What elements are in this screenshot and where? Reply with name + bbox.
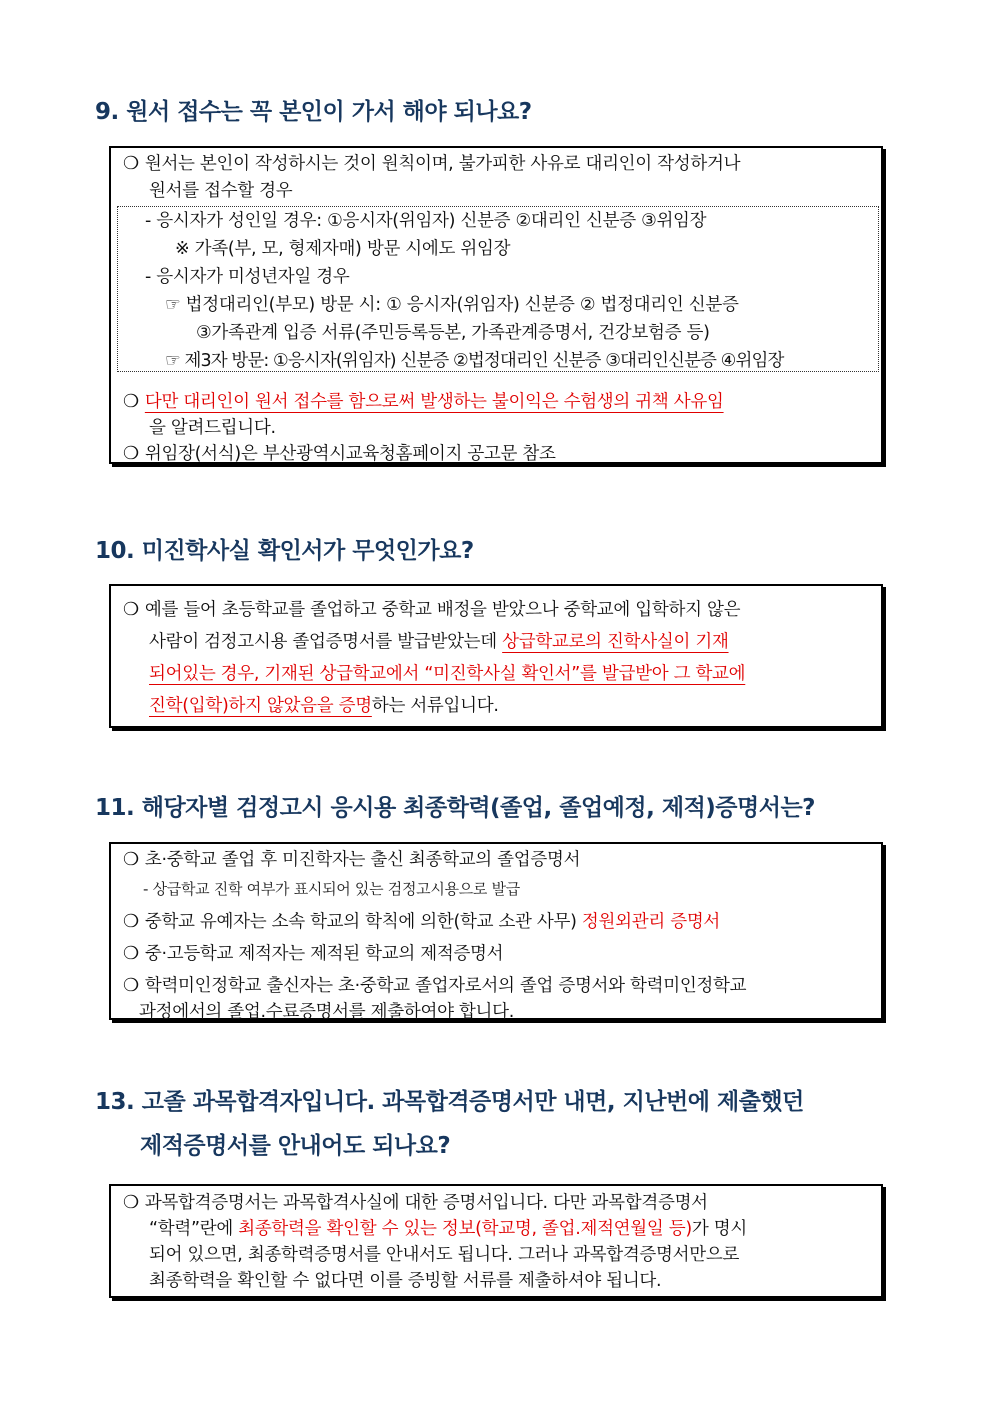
q9-intro-line-1: ❍ 원서는 본인이 작성하시는 것이 원칙이며, 불가피한 사유로 대리인이 작성하거나 bbox=[123, 153, 741, 174]
q13-line-4: 최종학력을 확인할 수 없다면 이를 증빙할 서류를 제출하셔야 됩니다. bbox=[149, 1271, 662, 1291]
q10-red-1: 상급학교로의 진학사실이 기재 bbox=[502, 632, 729, 652]
q10-line-2: 사람이 검정고시용 졸업증명서를 발급받았는데 상급학교로의 진학사실이 기재 bbox=[149, 632, 729, 652]
bullet-icon: ❍ bbox=[123, 975, 139, 996]
q13-line-2: “학력”란에 최종학력을 확인할 수 있는 정보(학교명, 졸업.제적연월일 등)가 명시 bbox=[149, 1219, 747, 1239]
bullet-icon: ❍ bbox=[123, 849, 139, 870]
q11-heading: 11. 해당자별 검정고시 응시용 최종학력(졸업, 졸업예정, 제적)증명서는? bbox=[95, 795, 816, 821]
q13-heading-2: 제적증명서를 안내어도 되나요? bbox=[140, 1133, 451, 1159]
q9-note-red: 다만 대리인이 원서 접수를 함으로써 발생하는 불이익은 수험생의 귀책 사유임 bbox=[144, 392, 724, 412]
q11-bullet-1: ❍ 초·중학교 졸업 후 미진학자는 출신 최종학교의 졸업증명서 bbox=[123, 849, 581, 870]
q11-bullet-2: ❍ 중학교 유예자는 소속 학교의 학칙에 의한(학교 소관 사무) 정원외관리 증명서 bbox=[123, 911, 721, 932]
q13-line-1: ❍ 과목합격증명서는 과목합격사실에 대한 증명서입니다. 다만 과목합격증명서 bbox=[123, 1192, 708, 1213]
q10-box bbox=[109, 584, 883, 728]
q9-thirdparty-line: ☞ 제3자 방문: ①응시자(위임자) 신분증 ②법정대리인 신분증 ③대리인신분증 ④위임장 bbox=[165, 351, 784, 371]
q9-intro-line-2: 원서를 접수할 경우 bbox=[149, 181, 293, 201]
q9-box bbox=[109, 146, 883, 464]
q10-red-2: 진학(입학)하지 않았음을 증명 bbox=[149, 696, 372, 716]
q9-guardian-line-2: ③가족관계 입증 서류(주민등록등본, 가족관계증명서, 건강보험증 등) bbox=[196, 323, 710, 343]
q11-bullet-4: ❍ 학력미인정학교 출신자는 초·중학교 졸업자로서의 졸업 증명서와 학력미인정학교 bbox=[123, 975, 747, 996]
q11-box bbox=[109, 842, 883, 1020]
q11-bullet-4-cont: 과정에서의 졸업.수료증명서를 제출하여야 합니다. bbox=[139, 1002, 515, 1022]
q9-guardian-line-1: ☞ 법정대리인(부모) 방문 시: ① 응시자(위임자) 신분증 ② 법정대리인 신분증 bbox=[165, 295, 739, 315]
bullet-icon: ❍ bbox=[123, 443, 139, 464]
q10-line-1: ❍ 예를 들어 초등학교를 졸업하고 중학교 배정을 받았으나 중학교에 입학하지 않은 bbox=[123, 599, 741, 620]
q9-note-line-1 bbox=[123, 388, 724, 413]
bullet-icon: ❍ bbox=[123, 599, 139, 620]
q10-heading: 10. 미진학사실 확인서가 무엇인가요? bbox=[95, 538, 474, 564]
q9-form-line: ❍ 위임장(서식)은 부산광역시교육청홈페이지 공고문 참조 bbox=[123, 443, 556, 464]
q9-note-line-2: 을 알려드립니다. bbox=[149, 418, 276, 438]
q9-detail-box bbox=[117, 206, 879, 372]
q13-line-3: 되어 있으면, 최종학력증명서를 안내서도 됩니다. 그러나 과목합격증명서만으로 bbox=[149, 1245, 740, 1265]
q9-adult-line: - 응시자가 성인일 경우: ①응시자(위임자) 신분증 ②대리인 신분증 ③위임장 bbox=[145, 211, 707, 231]
q9-family-note: ※ 가족(부, 모, 형제자매) 방문 시에도 위임장 bbox=[175, 239, 511, 259]
q11-bullet-3: ❍ 중·고등학교 제적자는 제적된 학교의 제적증명서 bbox=[123, 943, 504, 964]
q11-bullet-1-sub: - 상급학교 진학 여부가 표시되어 있는 검정고시용으로 발급 bbox=[143, 880, 520, 898]
bullet-icon: ❍ bbox=[123, 153, 139, 174]
q10-line-3: 되어있는 경우, 기재된 상급학교에서 “미진학사실 확인서”를 발급받아 그 학교에 bbox=[149, 664, 746, 684]
q13-red: 최종학력을 확인할 수 있는 정보(학교명, 졸업.제적연월일 등) bbox=[238, 1219, 692, 1239]
bullet-icon: ❍ bbox=[123, 943, 139, 964]
bullet-icon: ❍ bbox=[123, 1192, 139, 1213]
q9-minor-line: - 응시자가 미성년자일 경우 bbox=[145, 267, 350, 287]
bullet-icon: ❍ bbox=[123, 911, 139, 932]
q13-box bbox=[109, 1184, 883, 1298]
q13-heading-1: 13. 고졸 과목합격자입니다. 과목합격증명서만 내면, 지난번에 제출했던 bbox=[95, 1089, 804, 1115]
q9-heading: 9. 원서 접수는 꼭 본인이 가서 해야 되나요? bbox=[95, 99, 532, 125]
bullet-icon: ❍ bbox=[123, 391, 139, 412]
q10-line-4: 진학(입학)하지 않았음을 증명하는 서류입니다. bbox=[149, 696, 499, 716]
q11-red: 정원외관리 증명서 bbox=[581, 912, 721, 932]
